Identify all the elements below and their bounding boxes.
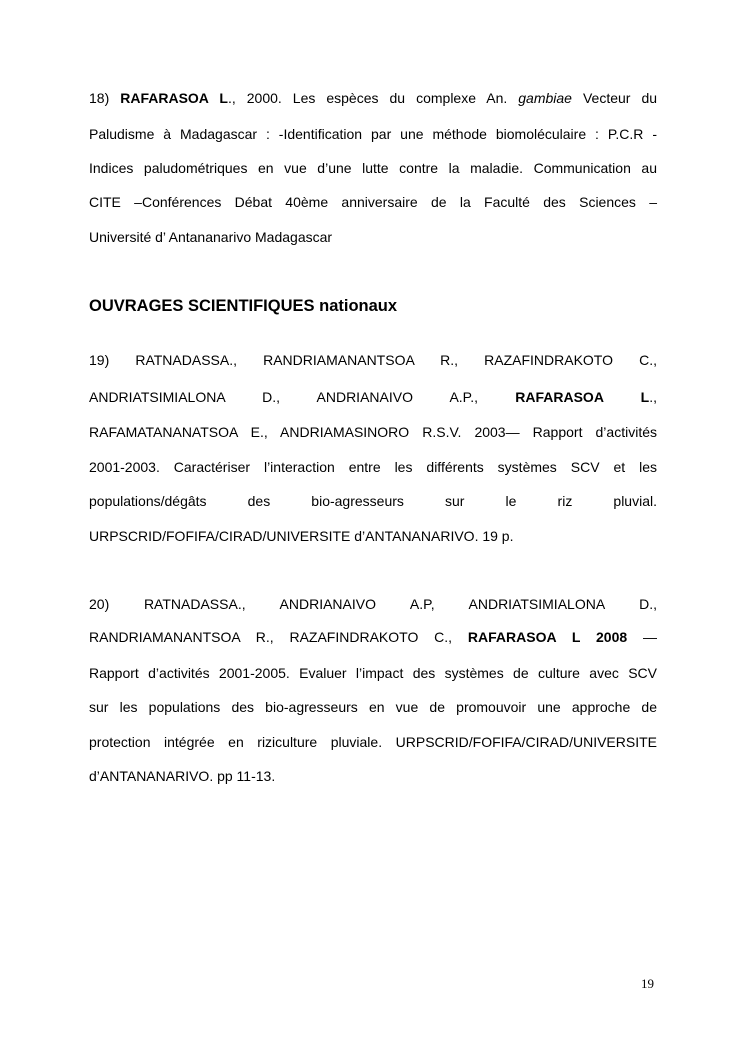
ref20-line2-end: —: [643, 629, 658, 645]
page-number: 19: [641, 976, 654, 991]
ref19-line-3: RAFAMATANANATSOA E., ANDRIAMASINORO R.S.V. 2003— Rapport d’activités: [89, 424, 657, 440]
ref20-line-2: [89, 628, 657, 646]
ref20-line-5: protection intégrée en riziculture pluviale. URPSCRID/FOFIFA/CIRAD/UNIVERSITE: [89, 734, 657, 750]
section-heading: OUVRAGES SCIENTIFIQUES nationaux: [89, 297, 398, 315]
ref19-author: RAFARASOA L: [515, 389, 650, 405]
ref18-line-4: CITE –Conférences Débat 40ème anniversaire de la Faculté des Sciences –: [89, 194, 657, 210]
ref18-species: gambiae: [518, 90, 572, 106]
ref20-line-6: d’ANTANANARIVO. pp 11-13.: [89, 768, 276, 784]
ref19-line2-end: .,: [649, 389, 658, 405]
ref19-line-4: 2001-2003. Caractériser l’interaction entre les différents systèmes SCV et les: [89, 459, 657, 475]
ref18-author: RAFARASOA L: [120, 90, 228, 106]
ref19-line2-start: ANDRIATSIMIALONA D., ANDRIANAIVO A.P.,: [89, 389, 478, 405]
ref18-year: ., 2000. Les espèces du complexe An.: [227, 90, 508, 106]
ref19-line-2: [89, 388, 657, 406]
ref20-line2-start: RANDRIAMANANTSOA R., RAZAFINDRAKOTO C.,: [89, 629, 453, 645]
ref20-line-1: 20) RATNADASSA., ANDRIANAIVO A.P, ANDRIATSIMIALONA D.,: [89, 596, 657, 612]
ref20-line-3: Rapport d’activités 2001-2005. Evaluer l’impact des systèmes de culture avec SCV: [89, 665, 657, 681]
ref19-line-1: 19) RATNADASSA., RANDRIAMANANTSOA R., RAZAFINDRAKOTO C.,: [89, 352, 657, 368]
ref18-line-3: Indices paludométriques en vue d’une lutte contre la maladie. Communication au: [89, 160, 657, 176]
ref18-line1-end: Vecteur du: [582, 90, 658, 106]
ref18-line-2: Paludisme à Madagascar : -Identification par une méthode biomoléculaire : P.C.R -: [89, 126, 657, 142]
ref18-line-5: Université d’ Antananarivo Madagascar: [89, 229, 333, 245]
ref18-line-1: [89, 89, 657, 107]
ref19-line-5: populations/dégâts des bio-agresseurs sur le riz pluvial.: [89, 493, 657, 509]
ref20-line-4: sur les populations des bio-agresseurs en vue de promouvoir une approche de: [89, 699, 657, 715]
ref18-number: 18): [89, 90, 110, 106]
ref19-line-6: URPSCRID/FOFIFA/CIRAD/UNIVERSITE d’ANTANANARIVO. 19 p.: [89, 528, 514, 544]
ref20-author-year: RAFARASOA L 2008: [467, 629, 628, 645]
